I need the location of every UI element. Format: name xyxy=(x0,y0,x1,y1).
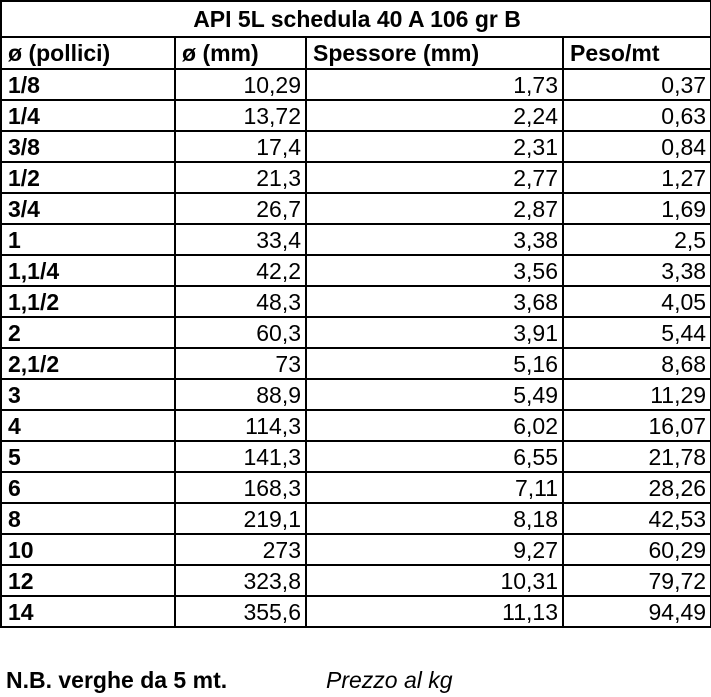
cell-weight-per-meter[interactable]: 1,27 xyxy=(563,162,711,193)
cell-thickness-mm[interactable]: 3,91 xyxy=(306,317,563,348)
cell-diameter-inches[interactable]: 10 xyxy=(1,534,175,565)
cell-weight-per-meter[interactable]: 3,38 xyxy=(563,255,711,286)
cell-diameter-mm[interactable]: 355,6 xyxy=(175,596,306,627)
cell-thickness-mm[interactable]: 2,87 xyxy=(306,193,563,224)
cell-diameter-mm[interactable]: 323,8 xyxy=(175,565,306,596)
footer-price-note[interactable]: Prezzo al kg xyxy=(326,667,453,693)
table-row xyxy=(1,162,711,193)
cell-diameter-mm[interactable]: 17,4 xyxy=(175,131,306,162)
cell-diameter-mm[interactable]: 48,3 xyxy=(175,286,306,317)
table-row xyxy=(1,565,711,596)
cell-thickness-mm[interactable]: 3,56 xyxy=(306,255,563,286)
cell-thickness-mm[interactable]: 6,55 xyxy=(306,441,563,472)
cell-weight-per-meter[interactable]: 1,69 xyxy=(563,193,711,224)
table-row xyxy=(1,317,711,348)
cell-thickness-mm[interactable]: 6,02 xyxy=(306,410,563,441)
table-row xyxy=(1,224,711,255)
cell-thickness-mm[interactable]: 5,49 xyxy=(306,379,563,410)
cell-diameter-inches[interactable]: 1/2 xyxy=(1,162,175,193)
cell-diameter-mm[interactable]: 219,1 xyxy=(175,503,306,534)
cell-diameter-mm[interactable]: 26,7 xyxy=(175,193,306,224)
cell-weight-per-meter[interactable]: 0,63 xyxy=(563,100,711,131)
cell-diameter-mm[interactable]: 114,3 xyxy=(175,410,306,441)
cell-diameter-inches[interactable]: 14 xyxy=(1,596,175,627)
cell-diameter-inches[interactable]: 2,1/2 xyxy=(1,348,175,379)
cell-weight-per-meter[interactable]: 5,44 xyxy=(563,317,711,348)
cell-thickness-mm[interactable]: 3,38 xyxy=(306,224,563,255)
table-body xyxy=(1,69,711,627)
cell-diameter-inches[interactable]: 3/8 xyxy=(1,131,175,162)
cell-diameter-mm[interactable]: 13,72 xyxy=(175,100,306,131)
cell-weight-per-meter[interactable]: 0,84 xyxy=(563,131,711,162)
cell-thickness-mm[interactable]: 2,31 xyxy=(306,131,563,162)
cell-diameter-inches[interactable]: 5 xyxy=(1,441,175,472)
table-row xyxy=(1,534,711,565)
table-row xyxy=(1,410,711,441)
cell-thickness-mm[interactable]: 8,18 xyxy=(306,503,563,534)
cell-diameter-inches[interactable]: 4 xyxy=(1,410,175,441)
table-row xyxy=(1,286,711,317)
cell-thickness-mm[interactable]: 9,27 xyxy=(306,534,563,565)
header-weight-per-meter[interactable]: Peso/mt xyxy=(563,37,711,69)
footer xyxy=(6,664,453,697)
cell-diameter-mm[interactable]: 42,2 xyxy=(175,255,306,286)
header-thickness-mm[interactable]: Spessore (mm) xyxy=(306,37,563,69)
cell-diameter-mm[interactable]: 21,3 xyxy=(175,162,306,193)
cell-weight-per-meter[interactable]: 16,07 xyxy=(563,410,711,441)
table-row xyxy=(1,255,711,286)
cell-diameter-mm[interactable]: 273 xyxy=(175,534,306,565)
cell-diameter-mm[interactable]: 141,3 xyxy=(175,441,306,472)
table-row xyxy=(1,69,711,100)
cell-thickness-mm[interactable]: 2,77 xyxy=(306,162,563,193)
table-row xyxy=(1,596,711,627)
cell-diameter-mm[interactable]: 168,3 xyxy=(175,472,306,503)
cell-weight-per-meter[interactable]: 21,78 xyxy=(563,441,711,472)
cell-diameter-inches[interactable]: 1,1/4 xyxy=(1,255,175,286)
cell-diameter-inches[interactable]: 8 xyxy=(1,503,175,534)
table-row xyxy=(1,100,711,131)
cell-diameter-mm[interactable]: 88,9 xyxy=(175,379,306,410)
table-header-row xyxy=(1,37,711,69)
table-row xyxy=(1,131,711,162)
table-title-row xyxy=(1,1,711,37)
cell-diameter-mm[interactable]: 60,3 xyxy=(175,317,306,348)
cell-thickness-mm[interactable]: 1,73 xyxy=(306,69,563,100)
cell-diameter-inches[interactable]: 1,1/2 xyxy=(1,286,175,317)
cell-weight-per-meter[interactable]: 42,53 xyxy=(563,503,711,534)
cell-diameter-mm[interactable]: 73 xyxy=(175,348,306,379)
table-row xyxy=(1,348,711,379)
cell-thickness-mm[interactable]: 5,16 xyxy=(306,348,563,379)
cell-diameter-inches[interactable]: 2 xyxy=(1,317,175,348)
cell-weight-per-meter[interactable]: 79,72 xyxy=(563,565,711,596)
cell-diameter-inches[interactable]: 6 xyxy=(1,472,175,503)
cell-weight-per-meter[interactable]: 11,29 xyxy=(563,379,711,410)
cell-diameter-inches[interactable]: 12 xyxy=(1,565,175,596)
cell-thickness-mm[interactable]: 3,68 xyxy=(306,286,563,317)
table-row xyxy=(1,472,711,503)
table-row xyxy=(1,379,711,410)
cell-thickness-mm[interactable]: 2,24 xyxy=(306,100,563,131)
cell-diameter-mm[interactable]: 33,4 xyxy=(175,224,306,255)
cell-thickness-mm[interactable]: 10,31 xyxy=(306,565,563,596)
cell-diameter-inches[interactable]: 3 xyxy=(1,379,175,410)
header-diameter-mm[interactable]: ø (mm) xyxy=(175,37,306,69)
table-title[interactable]: API 5L schedula 40 A 106 gr B xyxy=(1,1,711,37)
cell-diameter-inches[interactable]: 1 xyxy=(1,224,175,255)
cell-weight-per-meter[interactable]: 0,37 xyxy=(563,69,711,100)
cell-thickness-mm[interactable]: 11,13 xyxy=(306,596,563,627)
cell-diameter-inches[interactable]: 1/8 xyxy=(1,69,175,100)
cell-weight-per-meter[interactable]: 94,49 xyxy=(563,596,711,627)
table-row xyxy=(1,193,711,224)
cell-diameter-mm[interactable]: 10,29 xyxy=(175,69,306,100)
cell-thickness-mm[interactable]: 7,11 xyxy=(306,472,563,503)
cell-weight-per-meter[interactable]: 8,68 xyxy=(563,348,711,379)
footer-note[interactable]: N.B. verghe da 5 mt. xyxy=(6,667,228,693)
cell-weight-per-meter[interactable]: 2,5 xyxy=(563,224,711,255)
header-diameter-inches[interactable]: ø (pollici) xyxy=(1,37,175,69)
cell-diameter-inches[interactable]: 3/4 xyxy=(1,193,175,224)
cell-weight-per-meter[interactable]: 28,26 xyxy=(563,472,711,503)
cell-diameter-inches[interactable]: 1/4 xyxy=(1,100,175,131)
cell-weight-per-meter[interactable]: 60,29 xyxy=(563,534,711,565)
table-row xyxy=(1,441,711,472)
cell-weight-per-meter[interactable]: 4,05 xyxy=(563,286,711,317)
table-row xyxy=(1,503,711,534)
